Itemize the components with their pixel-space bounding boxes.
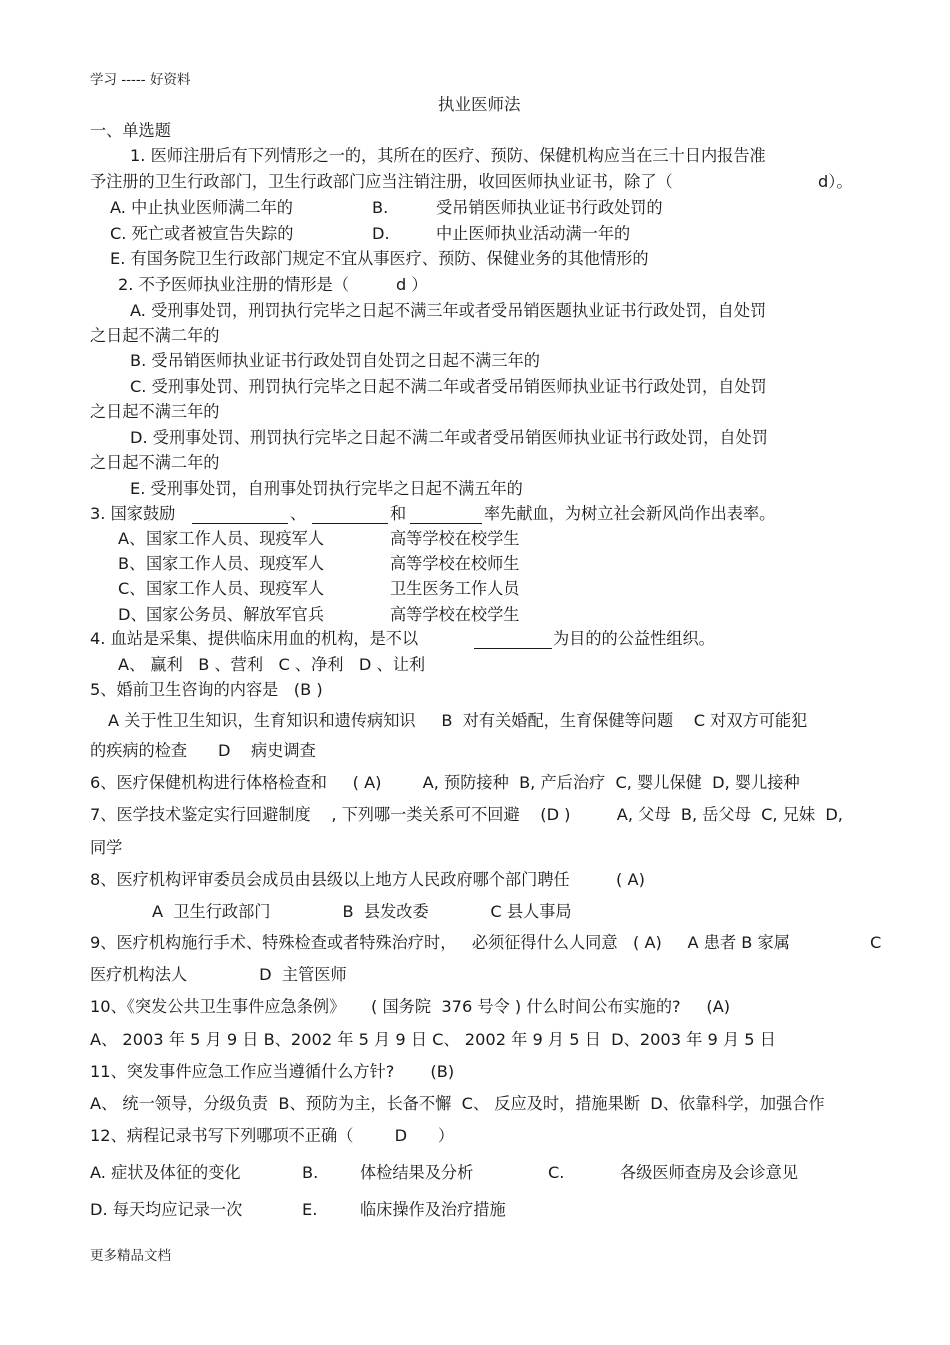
blank-line bbox=[192, 523, 288, 524]
question-12-option-e-label: E. bbox=[302, 1200, 318, 1219]
blank-line bbox=[410, 523, 482, 524]
question-3-option-b-first: 国家工作人员、现疫军人 bbox=[146, 554, 325, 573]
question-2-option-c-line-2: 之日起不满三年的 bbox=[90, 402, 220, 421]
question-3-stem-start: 3. 国家鼓励 bbox=[90, 504, 176, 523]
question-1-line-1: 1. 医师注册后有下列情形之一的，其所在的医疗、预防、保健机构应当在三十日内报告准 bbox=[130, 146, 766, 165]
question-10-options: A、 2003 年 5 月 9 日 B、2002 年 5 月 9 日 C、 2002 年 9 月 5 日 D、2003 年 9 月 5 日 bbox=[90, 1030, 776, 1049]
question-1-option-d: 中止医师执业活动满一年的 bbox=[436, 224, 631, 243]
question-3-option-d-letter: D、 bbox=[118, 605, 147, 624]
question-11-options: A、 统一领导，分级负责 B、预防为主，长备不懈 C、 反应及时，措施果断 D、依靠科学，加强合作 bbox=[90, 1094, 825, 1113]
question-1-option-c: C. 死亡或者被宣告失踪的 bbox=[110, 224, 294, 243]
question-2-option-a-line-2: 之日起不满二年的 bbox=[90, 326, 220, 345]
question-3-option-c-letter: C、 bbox=[118, 579, 146, 598]
question-1-option-a: A. 中止执业医师满二年的 bbox=[110, 198, 293, 217]
question-2-option-b: B. 受吊销医师执业证书行政处罚自处罚之日起不满三年的 bbox=[130, 351, 540, 370]
question-3-option-a-second: 高等学校在校学生 bbox=[390, 529, 520, 548]
question-12-option-b: 体检结果及分析 bbox=[360, 1163, 474, 1182]
question-7-line-1: 7、医学技术鉴定实行回避制度 , 下列哪一类关系可不回避 (D ) A, 父母 B, 岳父母 C, 兄妹 D, bbox=[90, 805, 843, 824]
section-heading: 一、单选题 bbox=[90, 121, 171, 140]
question-3-option-d-first: 国家公务员、解放军官兵 bbox=[146, 605, 325, 624]
question-3-option-b-letter: B、 bbox=[118, 554, 146, 573]
question-3-conjunction: 和 bbox=[390, 504, 407, 523]
question-8-stem: 8、医疗机构评审委员会成员由县级以上地方人民政府哪个部门聘任 ( A) bbox=[90, 870, 645, 889]
question-9-line-1: 9、医疗机构施行手术、特殊检查或者特殊治疗时， 必须征得什么人同意 ( A) A 患者 B 家属 bbox=[90, 933, 790, 952]
page-header: 学习 ----- 好资料 bbox=[90, 72, 191, 88]
question-2-option-d-line-1: D. 受刑事处罚、刑罚执行完毕之日起不满二年或者受吊销医师执业证书行政处罚，自处罚 bbox=[130, 428, 768, 447]
question-6: 6、医疗保健机构进行体格检查和 ( A) A, 预防接种 B, 产后治疗 C, 婴儿保健 D, 婴儿接种 bbox=[90, 773, 800, 792]
question-5-stem: 5、婚前卫生咨询的内容是 (B ) bbox=[90, 680, 323, 699]
question-2-option-a-line-1: A. 受刑事处罚，刑罚执行完毕之日起不满三年或者受吊销医题执业证书行政处罚，自处罚 bbox=[130, 301, 767, 320]
question-12-option-a: A. 症状及体征的变化 bbox=[90, 1163, 241, 1182]
question-3-option-a-letter: A、 bbox=[118, 529, 146, 548]
question-2-answer: d ） bbox=[396, 275, 428, 294]
question-8-options: A 卫生行政部门 B 县发改委 C 县人事局 bbox=[152, 902, 572, 921]
question-3-option-d-second: 高等学校在校学生 bbox=[390, 605, 520, 624]
question-1-option-d-label: D. bbox=[372, 224, 390, 243]
question-5-options-line-2: 的疾病的检查 D 病史调查 bbox=[90, 741, 316, 760]
question-4-stem-end: 为目的的公益性组织。 bbox=[553, 629, 715, 648]
question-4-options: A、 赢利 B 、营利 C 、净利 D 、让利 bbox=[118, 655, 426, 674]
question-1-line-2: 予注册的卫生行政部门，卫生行政部门应当注销注册，收回医师执业证书，除了（ bbox=[90, 172, 673, 191]
question-10-stem: 10、《突发公共卫生事件应急条例》 ( 国务院 376 号令 ) 什么时间公布实施的? (A) bbox=[90, 997, 731, 1016]
question-3-option-b-second: 高等学校在校师生 bbox=[390, 554, 520, 573]
question-7-line-2: 同学 bbox=[90, 838, 123, 857]
question-3-option-c-second: 卫生医务工作人员 bbox=[390, 579, 520, 598]
question-12-option-c-label: C. bbox=[548, 1163, 565, 1182]
question-2-option-c-line-1: C. 受刑事处罚、刑罚执行完毕之日起不满二年或者受吊销医师执业证书行政处罚，自处罚 bbox=[130, 377, 767, 396]
question-1-option-e: E. 有国务院卫生行政部门规定不宜从事医疗、预防、保健业务的其他情形的 bbox=[110, 249, 649, 268]
question-11-stem: 11、突发事件应急工作应当遵循什么方针? (B) bbox=[90, 1062, 455, 1081]
blank-line bbox=[312, 523, 388, 524]
question-3-stem-end: 率先献血，为树立社会新风尚作出表率。 bbox=[484, 504, 776, 523]
question-2-stem: 2. 不予医师执业注册的情形是（ bbox=[118, 275, 350, 294]
question-9-option-c-letter: C bbox=[870, 933, 882, 952]
question-12-option-c: 各级医师查房及会诊意见 bbox=[620, 1163, 799, 1182]
question-1-option-b: 受吊销医师执业证书行政处罚的 bbox=[436, 198, 663, 217]
question-4-stem-start: 4. 血站是采集、提供临床用血的机构，是不以 bbox=[90, 629, 419, 648]
question-3-option-c-first: 国家工作人员、现疫军人 bbox=[146, 579, 325, 598]
question-2-option-e: E. 受刑事处罚，自刑事处罚执行完毕之日起不满五年的 bbox=[130, 479, 523, 498]
question-2-option-d-line-2: 之日起不满二年的 bbox=[90, 453, 220, 472]
question-1-answer: d）。 bbox=[818, 172, 853, 191]
document-title: 执业医师法 bbox=[438, 95, 521, 114]
question-12-option-e: 临床操作及治疗措施 bbox=[360, 1200, 506, 1219]
question-12-option-d: D. 每天均应记录一次 bbox=[90, 1200, 243, 1219]
question-3-option-a-first: 国家工作人员、现疫军人 bbox=[146, 529, 325, 548]
question-12-stem: 12、病程记录书写下列哪项不正确（ D ） bbox=[90, 1126, 455, 1145]
question-3-separator: 、 bbox=[290, 504, 307, 523]
question-5-options-line-1: A 关于性卫生知识，生育知识和遗传病知识 B 对有关婚配，生育保健等问题 C 对双方可能犯 bbox=[108, 711, 808, 730]
page-footer: 更多精品文档 bbox=[90, 1248, 171, 1264]
blank-line bbox=[474, 648, 552, 649]
question-1-option-b-label: B. bbox=[372, 198, 389, 217]
question-9-line-2: 医疗机构法人 D 主管医师 bbox=[90, 965, 347, 984]
question-12-option-b-label: B. bbox=[302, 1163, 319, 1182]
